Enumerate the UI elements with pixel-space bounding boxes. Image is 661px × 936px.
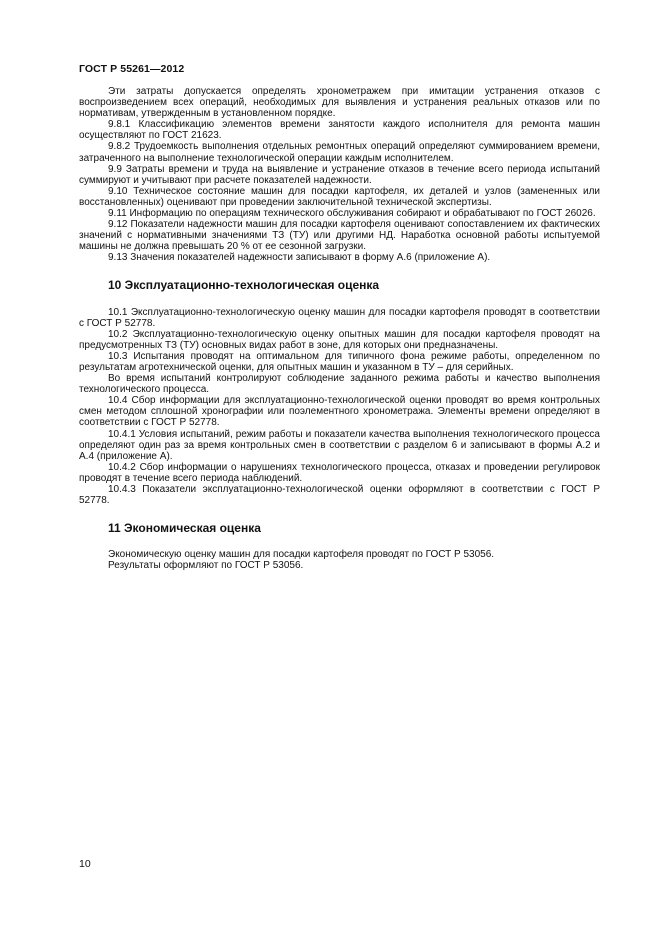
document-body	[79, 86, 600, 571]
paragraph-10-4: 10.4 Сбор информации для эксплуатационно-технологической оценки проводят во время контрольных смен методом сплошной хронографии или поэлементного хронометража. Элементы времени определяют в соответствии с ГОСТ Р 52778.	[79, 395, 600, 429]
paragraph-10-3: 10.3 Испытания проводят на оптимальном для типичного фона режиме работы, определенном по результатам агротехнической оценки, для опытных машин и указанном в ТУ – для серийных.	[79, 350, 600, 373]
paragraph-10-3-note: Во время испытаний контролируют соблюдение заданного режима работы и качество выполнения технологического процесса.	[79, 373, 600, 396]
standard-header: ГОСТ Р 55261—2012	[79, 63, 185, 75]
paragraph: Эти затраты допускается определять хронометражем при имитации устранения отказов с воспроизведением всех операций, необходимых для выявления и устранения реальных отказов или по нормативам, утвержденным в установленном порядке.	[79, 86, 600, 120]
section-11-heading: 11 Экономическая оценка	[108, 521, 261, 536]
paragraph-9-13: 9.13 Значения показателей надежности записывают в форму А.6 (приложение А).	[108, 252, 491, 264]
paragraph-10-2: 10.2 Эксплуатационно-технологическую оценку опытных машин для посадки картофеля проводят на предусмотренных ТЗ (ТУ) основных видах работ в зоне, для которых они предназначены.	[79, 328, 600, 351]
page-number: 10	[79, 858, 91, 870]
paragraph-9-12: 9.12 Показатели надежности машин для посадки картофеля оценивают сопоставлением их фактических значений с нормативными значениями ТЗ (ТУ) или другими НД. Наработка основной работы испытуемой машины не должна превышать 20 % от ее сезонной загрузки.	[79, 219, 600, 253]
paragraph-10-4-3: 10.4.3 Показатели эксплуатационно-технологической оценки оформляют в соответствии с ГОСТ Р 52778.	[79, 484, 600, 507]
paragraph-9-8-1: 9.8.1 Классификацию элементов времени занятости каждого исполнителя для ремонта машин осуществляют по ГОСТ 21623.	[79, 119, 600, 142]
paragraph-10-4-1: 10.4.1 Условия испытаний, режим работы и показатели качества выполнения технологического процесса определяют один раз за время контрольных смен в соответствии с разделом 6 и записывают в формы А.2 и А.4 (приложение А).	[79, 428, 600, 462]
paragraph-10-1: 10.1 Эксплуатационно-технологическую оценку машин для посадки картофеля проводят в соответствии с ГОСТ Р 52778.	[79, 306, 600, 329]
paragraph-11-2: Результаты оформляют по ГОСТ Р 53056.	[108, 560, 304, 572]
paragraph-11-1: Экономическую оценку машин для посадки картофеля проводят по ГОСТ Р 53056.	[108, 549, 495, 561]
paragraph-9-8-2: 9.8.2 Трудоемкость выполнения отдельных ремонтных операций определяют суммированием времени, затраченного на выполнение технологической операции каждым исполнителем.	[79, 141, 600, 164]
paragraph-9-9: 9.9 Затраты времени и труда на выявление и устранение отказов в течение всего периода испытаний суммируют и учитывают при расчете показателей надежности.	[79, 163, 600, 186]
paragraph-9-11: 9.11 Информацию по операциям технического обслуживания собирают и обрабатывают по ГОСТ 26026.	[108, 208, 596, 220]
paragraph-10-4-2: 10.4.2 Сбор информации о нарушениях технологического процесса, отказах и проведении регулировок проводят в течение всего периода наблюдений.	[79, 461, 600, 484]
paragraph-9-10: 9.10 Техническое состояние машин для посадки картофеля, их деталей и узлов (замененных или восстановленных) оценивают при проведении заключительной технической экспертизы.	[79, 185, 600, 208]
section-10-heading: 10 Эксплуатационно-технологическая оценка	[108, 277, 380, 292]
